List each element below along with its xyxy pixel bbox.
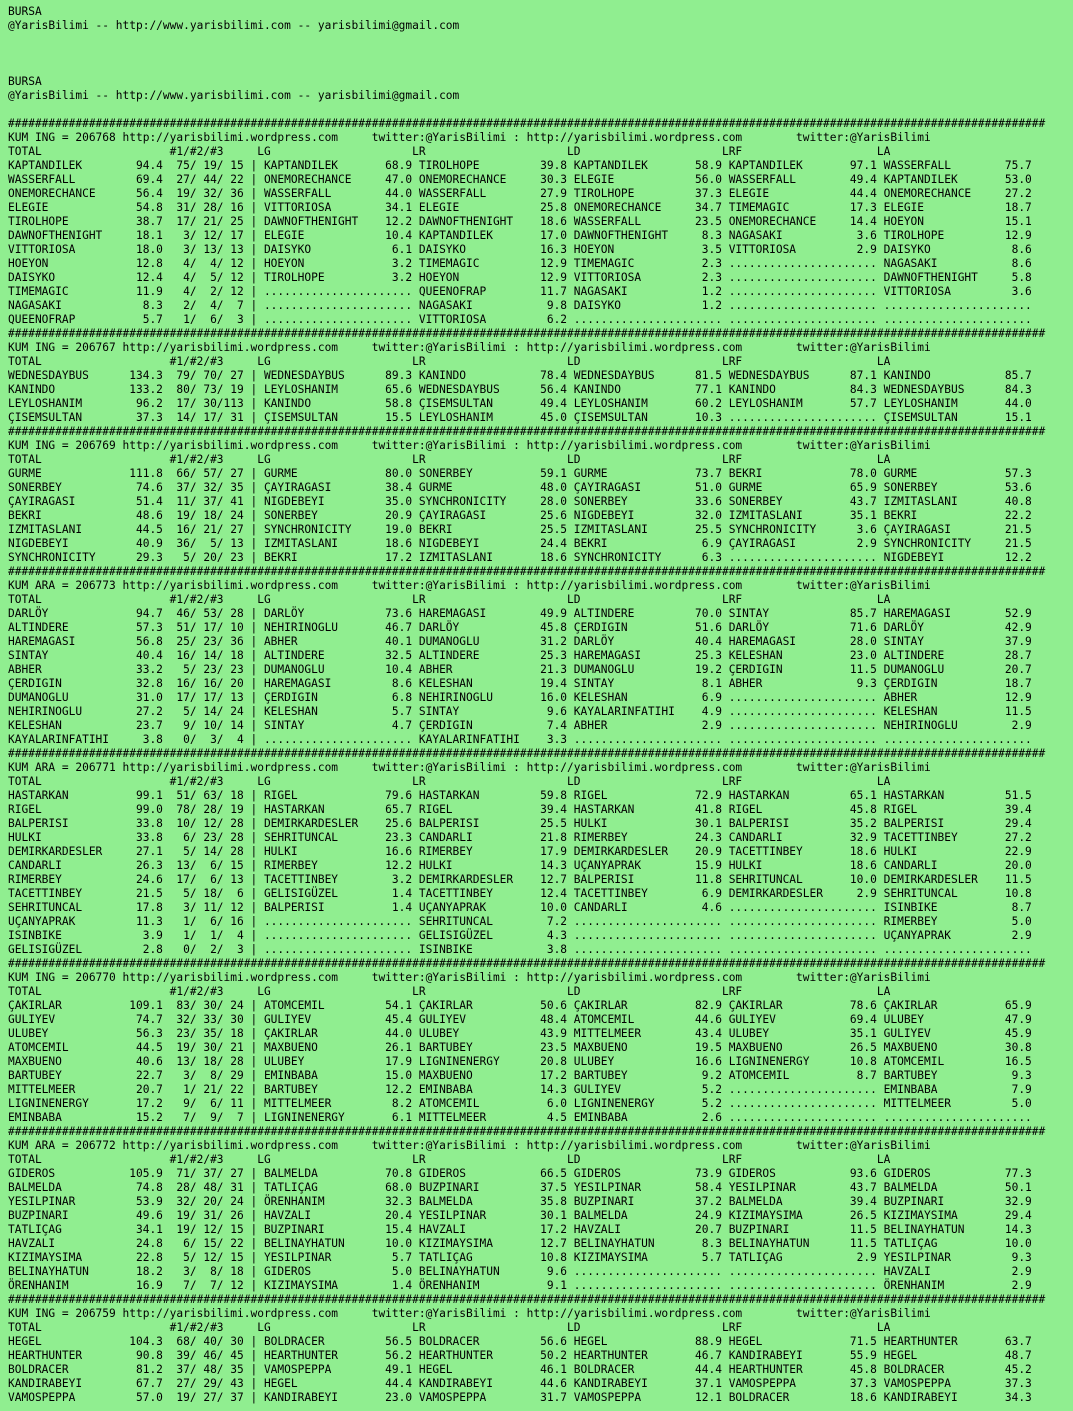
text-line: CANDARLI 26.3 13/ 6/ 15 | RIMERBEY 12.2 HULKI 14.3 UÇANYAPRAK 15.9 HULKI 18.6 CANDARLI 20.0 — [8, 859, 1032, 872]
text-line: BURSA — [8, 75, 42, 88]
text-line — [8, 47, 1073, 61]
text-line: ONEMORECHANCE 56.4 19/ 32/ 36 | WASSERFALL 44.0 WASSERFALL 27.9 TIROLHOPE 37.3 ELEGIE 44.4 ONEMORECHANCE 27.2 — [8, 187, 1032, 200]
text-line: TATLIÇAG 34.1 19/ 12/ 15 | BUZPINARI 15.4 HAVZALI 17.2 HAVZALI 20.7 BUZPINARI 11.5 BELINAYHATUN 14.3 — [8, 1223, 1032, 1236]
text-line: SONERBEY 74.6 37/ 32/ 35 | ÇAYIRAGASI 38.4 GURME 48.0 ÇAYIRAGASI 51.0 GURME 65.9 SONERBEY 53.6 — [8, 481, 1032, 494]
text-line: ########################################################################################################################################################## — [8, 957, 1046, 970]
text-line: GULIYEV 74.7 32/ 33/ 30 | GULIYEV 45.4 GULIYEV 48.4 ATOMCEMIL 44.6 GULIYEV 69.4 ULUBEY 47.9 — [8, 1013, 1032, 1026]
text-line: ########################################################################################################################################################## — [8, 1293, 1046, 1306]
text-line: ########################################################################################################################################################## — [8, 747, 1046, 760]
text-line: SYNCHRONICITY 29.3 5/ 20/ 23 | BEKRI 17.2 IZMITASLANI 18.6 SYNCHRONICITY 6.3 ...................... NIGDEBEYI 12.2 — [8, 551, 1032, 564]
text-line: ÇAKIRLAR 109.1 83/ 30/ 24 | ATOMCEMIL 54.1 ÇAKIRLAR 50.6 ÇAKIRLAR 82.9 ÇAKIRLAR 78.6 ÇAKIRLAR 65.9 — [8, 999, 1032, 1012]
text-line: TOTAL #1/#2/#3 LG LR LD LRF LA — [8, 593, 891, 606]
text-line: KANINDO 133.2 80/ 73/ 19 | LEYLOSHANIM 65.6 WEDNESDAYBUS 56.4 KANINDO 77.1 KANINDO 84.3 WEDNESDAYBUS 84.3 — [8, 383, 1032, 396]
text-line: HULKI 33.8 6/ 23/ 28 | SEHRITUNCAL 23.3 CANDARLI 21.8 RIMERBEY 24.3 CANDARLI 32.9 TACETTINBEY 27.2 — [8, 831, 1032, 844]
text-line: VITTORIOSA 18.0 3/ 13/ 13 | DAISYKO 6.1 DAISYKO 16.3 HOEYON 3.5 VITTORIOSA 2.9 DAISYKO 8.6 — [8, 243, 1032, 256]
text-line: TOTAL #1/#2/#3 LG LR LD LRF LA — [8, 985, 891, 998]
text-line: KELESHAN 23.7 9/ 10/ 14 | SINTAY 4.7 ÇERDIGIN 7.4 ABHER 2.9 ...................... NEHIRINOGLU 2.9 — [8, 719, 1032, 732]
text-line: BELINAYHATUN 18.2 3/ 8/ 18 | GIDEROS 5.0 BELINAYHATUN 9.6 ...................... ...................... HAVZALI 2.9 — [8, 1265, 1032, 1278]
text-line: MAXBUENO 40.6 13/ 18/ 28 | ULUBEY 17.9 LIGNINENERGY 20.8 ULUBEY 16.6 LIGNINENERGY 10.8 ATOMCEMIL 16.5 — [8, 1055, 1032, 1068]
text-line: HEARTHUNTER 90.8 39/ 46/ 45 | HEARTHUNTER 56.2 HEARTHUNTER 50.2 HEARTHUNTER 46.7 KANDIRABEYI 55.9 HEGEL 48.7 — [8, 1349, 1032, 1362]
text-line: ÇERDIGIN 32.8 16/ 16/ 20 | HAREMAGASI 8.6 KELESHAN 19.4 SINTAY 8.1 ABHER 9.3 ÇERDIGIN 18.7 — [8, 677, 1032, 690]
text-line: BUZPINARI 49.6 19/ 31/ 26 | HAVZALI 20.4 YESILPINAR 30.1 BALMELDA 24.9 KIZIMAYSIMA 26.5 KIZIMAYSIMA 29.4 — [8, 1209, 1032, 1222]
text-line: YESILPINAR 53.9 32/ 20/ 24 | ÖRENHANIM 32.3 BALMELDA 35.8 BUZPINARI 37.2 BALMELDA 39.4 BUZPINARI 32.9 — [8, 1195, 1032, 1208]
text-line: KUM ING = 206759 http://yarisbilimi.wordpress.com twitter:@YarisBilimi : http://yarisbilimi.wordpress.com twitter:@YarisBilimi — [8, 1307, 931, 1320]
text-line: KUM ARA = 206772 http://yarisbilimi.wordpress.com twitter:@YarisBilimi : http://yarisbilimi.wordpress.com twitter:@YarisBilimi — [8, 1139, 931, 1152]
text-line: BEKRI 48.6 19/ 18/ 24 | SONERBEY 20.9 ÇAYIRAGASI 25.6 NIGDEBEYI 32.0 IZMITASLANI 35.1 BEKRI 22.2 — [8, 509, 1032, 522]
text-line: LIGNINENERGY 17.2 9/ 6/ 11 | MITTELMEER 8.2 ATOMCEMIL 6.0 LIGNINENERGY 5.2 ...................... MITTELMEER 5.0 — [8, 1097, 1032, 1110]
text-line: MITTELMEER 20.7 1/ 21/ 22 | BARTUBEY 12.2 EMINBABA 14.3 GULIYEV 5.2 ...................... EMINBABA 7.9 — [8, 1083, 1032, 1096]
text-line: VAMOSPEPPA 57.0 19/ 27/ 37 | KANDIRABEYI 23.0 VAMOSPEPPA 31.7 VAMOSPEPPA 12.1 BOLDRACER 18.6 KANDIRABEYI 34.3 — [8, 1391, 1032, 1404]
text-line: ########################################################################################################################################################## — [8, 1125, 1046, 1138]
text-line: KUM ING = 206770 http://yarisbilimi.wordpress.com twitter:@YarisBilimi : http://yarisbilimi.wordpress.com twitter:@YarisBilimi — [8, 971, 931, 984]
text-line: @YarisBilimi -- http://www.yarisbilimi.com -- yarisbilimi@gmail.com — [8, 89, 460, 102]
text-line: KAPTANDILEK 94.4 75/ 19/ 15 | KAPTANDILEK 68.9 TIROLHOPE 39.8 KAPTANDILEK 58.9 KAPTANDILEK 97.1 WASSERFALL 75.7 — [8, 159, 1032, 172]
text-line: BURSA — [8, 5, 42, 18]
text-line: LEYLOSHANIM 96.2 17/ 30/113 | KANINDO 58.8 ÇISEMSULTAN 49.4 LEYLOSHANIM 60.2 LEYLOSHANIM 57.7 LEYLOSHANIM 44.0 — [8, 397, 1032, 410]
text-line: ATOMCEMIL 44.5 19/ 30/ 21 | MAXBUENO 26.1 BARTUBEY 23.5 MAXBUENO 19.5 MAXBUENO 26.5 MAXBUENO 30.8 — [8, 1041, 1032, 1054]
text-line: KUM ING = 206768 http://yarisbilimi.wordpress.com twitter:@YarisBilimi : http://yarisbilimi.wordpress.com twitter:@YarisBilimi — [8, 131, 931, 144]
text-line: SINTAY 40.4 16/ 14/ 18 | ALTINDERE 32.5 ALTINDERE 25.3 HAREMAGASI 25.3 KELESHAN 23.0 ALTINDERE 28.7 — [8, 649, 1032, 662]
text-line: ABHER 33.2 5/ 23/ 23 | DUMANOGLU 10.4 ABHER 21.3 DUMANOGLU 19.2 ÇERDIGIN 11.5 DUMANOGLU 20.7 — [8, 663, 1032, 676]
text-line: RIGEL 99.0 78/ 28/ 19 | HASTARKAN 65.7 RIGEL 39.4 HASTARKAN 41.8 RIGEL 45.8 RIGEL 39.4 — [8, 803, 1032, 816]
text-line: @YarisBilimi -- http://www.yarisbilimi.com -- yarisbilimi@gmail.com — [8, 19, 460, 32]
text-line: TOTAL #1/#2/#3 LG LR LD LRF LA — [8, 775, 891, 788]
text-line: KUM ING = 206767 http://yarisbilimi.wordpress.com twitter:@YarisBilimi : http://yarisbilimi.wordpress.com twitter:@YarisBilimi — [8, 341, 931, 354]
text-line: ALTINDERE 57.3 51/ 17/ 10 | NEHIRINOGLU 46.7 DARLÖY 45.8 ÇERDIGIN 51.6 DARLÖY 71.6 DARLÖY 42.9 — [8, 621, 1032, 634]
text-line: TOTAL #1/#2/#3 LG LR LD LRF LA — [8, 1153, 891, 1166]
text-line: NIGDEBEYI 40.9 36/ 5/ 13 | IZMITASLANI 18.6 NIGDEBEYI 24.4 BEKRI 6.9 ÇAYIRAGASI 2.9 SYNCHRONICITY 21.5 — [8, 537, 1032, 550]
text-line: TOTAL #1/#2/#3 LG LR LD LRF LA — [8, 355, 891, 368]
text-line: KUM ING = 206769 http://yarisbilimi.wordpress.com twitter:@YarisBilimi : http://yarisbilimi.wordpress.com twitter:@YarisBilimi — [8, 439, 931, 452]
text-line: GIDEROS 105.9 71/ 37/ 27 | BALMELDA 70.8 GIDEROS 66.5 GIDEROS 73.9 GIDEROS 93.6 GIDEROS 77.3 — [8, 1167, 1032, 1180]
text-line: GURME 111.8 66/ 57/ 27 | GURME 80.0 SONERBEY 59.1 GURME 73.7 BEKRI 78.0 GURME 57.3 — [8, 467, 1032, 480]
text-line: ÇAYIRAGASI 51.4 11/ 37/ 41 | NIGDEBEYI 35.0 SYNCHRONICITY 28.0 SONERBEY 33.6 SONERBEY 43.7 IZMITASLANI 40.8 — [8, 495, 1032, 508]
text-line: KUM ARA = 206773 http://yarisbilimi.wordpress.com twitter:@YarisBilimi : http://yarisbilimi.wordpress.com twitter:@YarisBilimi — [8, 579, 931, 592]
text-line: ÖRENHANIM 16.9 7/ 7/ 12 | KIZIMAYSIMA 1.4 ÖRENHANIM 9.1 ...................... ...................... ÖRENHANIM 2.9 — [8, 1279, 1032, 1292]
text-line: KANDIRABEYI 67.7 27/ 29/ 43 | HEGEL 44.4 KANDIRABEYI 44.6 KANDIRABEYI 37.1 VAMOSPEPPA 37.3 VAMOSPEPPA 37.3 — [8, 1377, 1032, 1390]
text-line: TIMEMAGIC 11.9 4/ 2/ 12 | ...................... QUEENOFRAP 11.7 NAGASAKI 1.2 ...................... VITTORIOSA 3.6 — [8, 285, 1032, 298]
text-line: TOTAL #1/#2/#3 LG LR LD LRF LA — [8, 145, 891, 158]
text-line — [8, 61, 1073, 75]
text-line: EMINBABA 15.2 7/ 9/ 7 | LIGNINENERGY 6.1 MITTELMEER 4.5 EMINBABA 2.6 ...................... ...................... — [8, 1111, 1032, 1124]
text-line: BALMELDA 74.8 28/ 48/ 31 | TATLIÇAG 68.0 BUZPINARI 37.5 YESILPINAR 58.4 YESILPINAR 43.7 BALMELDA 50.1 — [8, 1181, 1032, 1194]
text-line: ELEGIE 54.8 31/ 28/ 16 | VITTORIOSA 34.1 ELEGIE 25.8 ONEMORECHANCE 34.7 TIMEMAGIC 17.3 ELEGIE 18.7 — [8, 201, 1032, 214]
text-line: ISINBIKE 3.9 1/ 1/ 4 | ...................... GELISIGÜZEL 4.3 ...................... ...................... UÇANYAPRAK 2.9 — [8, 929, 1032, 942]
text-line: HAREMAGASI 56.8 25/ 23/ 36 | ABHER 40.1 DUMANOGLU 31.2 DARLÖY 40.4 HAREMAGASI 28.0 SINTAY 37.9 — [8, 635, 1032, 648]
text-line: DAWNOFTHENIGHT 18.1 3/ 12/ 17 | ELEGIE 10.4 KAPTANDILEK 17.0 DAWNOFTHENIGHT 8.3 NAGASAKI 3.6 TIROLHOPE 12.9 — [8, 229, 1032, 242]
text-line: ÇISEMSULTAN 37.3 14/ 17/ 31 | ÇISEMSULTAN 15.5 LEYLOSHANIM 45.0 ÇISEMSULTAN 10.3 ...................... ÇISEMSULTAN 15.1 — [8, 411, 1032, 424]
text-line: ########################################################################################################################################################## — [8, 565, 1046, 578]
text-line: HASTARKAN 99.1 51/ 63/ 18 | RIGEL 79.6 HASTARKAN 59.8 RIGEL 72.9 HASTARKAN 65.1 HASTARKAN 51.5 — [8, 789, 1032, 802]
text-line: DEMIRKARDESLER 27.1 5/ 14/ 28 | HULKI 16.6 RIMERBEY 17.9 DEMIRKARDESLER 20.9 TACETTINBEY 18.6 HULKI 22.9 — [8, 845, 1032, 858]
text-line: NAGASAKI 8.3 2/ 4/ 7 | ...................... NAGASAKI 9.8 DAISYKO 1.2 ...................... ...................... — [8, 299, 1032, 312]
text-line: HEGEL 104.3 68/ 40/ 30 | BOLDRACER 56.5 BOLDRACER 56.6 HEGEL 88.9 HEGEL 71.5 HEARTHUNTER 63.7 — [8, 1335, 1032, 1348]
text-line: BARTUBEY 22.7 3/ 8/ 29 | EMINBABA 15.0 MAXBUENO 17.2 BARTUBEY 9.2 ATOMCEMIL 8.7 BARTUBEY 9.3 — [8, 1069, 1032, 1082]
text-line: ########################################################################################################################################################## — [8, 117, 1046, 130]
text-line: WEDNESDAYBUS 134.3 79/ 70/ 27 | WEDNESDAYBUS 89.3 KANINDO 78.4 WEDNESDAYBUS 81.5 WEDNESDAYBUS 87.1 KANINDO 85.7 — [8, 369, 1032, 382]
text-line: BALPERISI 33.8 10/ 12/ 28 | DEMIRKARDESLER 25.6 BALPERISI 25.5 HULKI 30.1 BALPERISI 35.2 BALPERISI 29.4 — [8, 817, 1032, 830]
text-line: QUEENOFRAP 5.7 1/ 6/ 3 | ...................... VITTORIOSA 6.2 ...................... ...................... ...................... — [8, 313, 1032, 326]
text-line: KUM ARA = 206771 http://yarisbilimi.wordpress.com twitter:@YarisBilimi : http://yarisbilimi.wordpress.com twitter:@YarisBilimi — [8, 761, 931, 774]
text-line: UÇANYAPRAK 11.3 1/ 6/ 16 | ...................... SEHRITUNCAL 7.2 ...................... ...................... RIMERBEY 5.0 — [8, 915, 1032, 928]
text-line: DARLÖY 94.7 46/ 53/ 28 | DARLÖY 73.6 HAREMAGASI 49.9 ALTINDERE 70.0 SINTAY 85.7 HAREMAGASI 52.9 — [8, 607, 1032, 620]
text-line: TOTAL #1/#2/#3 LG LR LD LRF LA — [8, 453, 891, 466]
text-line: GELISIGÜZEL 2.8 0/ 2/ 3 | ...................... ISINBIKE 3.8 ...................... ...................... ...................... — [8, 943, 1032, 956]
text-line: HAVZALI 24.8 6/ 15/ 22 | BELINAYHATUN 10.0 KIZIMAYSIMA 12.7 BELINAYHATUN 8.3 BELINAYHATUN 11.5 TATLIÇAG 10.0 — [8, 1237, 1032, 1250]
text-line: ########################################################################################################################################################## — [8, 327, 1046, 340]
text-line: SEHRITUNCAL 17.8 3/ 11/ 12 | BALPERISI 1.4 UÇANYAPRAK 10.0 CANDARLI 4.6 ...................... ISINBIKE 8.7 — [8, 901, 1032, 914]
text-line — [8, 33, 1073, 47]
text-line: IZMITASLANI 44.5 16/ 21/ 27 | SYNCHRONICITY 19.0 BEKRI 25.5 IZMITASLANI 25.5 SYNCHRONICITY 3.6 ÇAYIRAGASI 21.5 — [8, 523, 1032, 536]
text-line: TIROLHOPE 38.7 17/ 21/ 25 | DAWNOFTHENIGHT 12.2 DAWNOFTHENIGHT 18.6 WASSERFALL 23.5 ONEMORECHANCE 14.4 HOEYON 15.1 — [8, 215, 1032, 228]
text-line: DAISYKO 12.4 4/ 5/ 12 | TIROLHOPE 3.2 HOEYON 12.9 VITTORIOSA 2.3 ...................... DAWNOFTHENIGHT 5.8 — [8, 271, 1032, 284]
text-line: TACETTINBEY 21.5 5/ 18/ 6 | GELISIGÜZEL 1.4 TACETTINBEY 12.4 TACETTINBEY 6.9 DEMIRKARDESLER 2.9 SEHRITUNCAL 10.8 — [8, 887, 1032, 900]
text-line: KIZIMAYSIMA 22.8 5/ 12/ 15 | YESILPINAR 5.7 TATLIÇAG 10.8 KIZIMAYSIMA 5.7 TATLIÇAG 2.9 YESILPINAR 9.3 — [8, 1251, 1032, 1264]
text-line: WASSERFALL 69.4 27/ 44/ 22 | ONEMORECHANCE 47.0 ONEMORECHANCE 30.3 ELEGIE 56.0 WASSERFALL 49.4 KAPTANDILEK 53.0 — [8, 173, 1032, 186]
text-line: ULUBEY 56.3 23/ 35/ 18 | ÇAKIRLAR 44.0 ULUBEY 43.9 MITTELMEER 43.4 ULUBEY 35.1 GULIYEV 45.9 — [8, 1027, 1032, 1040]
text-line: ########################################################################################################################################################## — [8, 425, 1046, 438]
text-line — [8, 103, 1073, 117]
text-line: RIMERBEY 24.6 17/ 6/ 13 | TACETTINBEY 3.2 DEMIRKARDESLER 12.7 BALPERISI 11.8 SEHRITUNCAL 10.0 DEMIRKARDESLER 11.5 — [8, 873, 1032, 886]
text-line: NEHIRINOGLU 27.2 5/ 14/ 24 | KELESHAN 5.7 SINTAY 9.6 KAYALARINFATIHI 4.9 ...................... KELESHAN 11.5 — [8, 705, 1032, 718]
text-line: DUMANOGLU 31.0 17/ 17/ 13 | ÇERDIGIN 6.8 NEHIRINOGLU 16.0 KELESHAN 6.9 ...................... ABHER 12.9 — [8, 691, 1032, 704]
text-line: KAYALARINFATIHI 3.8 0/ 3/ 4 | ...................... KAYALARINFATIHI 3.3 ...................... ...................... ...................... — [8, 733, 1032, 746]
text-line: BOLDRACER 81.2 37/ 48/ 35 | VAMOSPEPPA 49.1 HEGEL 46.1 BOLDRACER 44.4 HEARTHUNTER 45.8 BOLDRACER 45.2 — [8, 1363, 1032, 1376]
text-line: HOEYON 12.8 4/ 4/ 12 | HOEYON 3.2 TIMEMAGIC 12.9 TIMEMAGIC 2.3 ...................... NAGASAKI 8.6 — [8, 257, 1032, 270]
text-line: TOTAL #1/#2/#3 LG LR LD LRF LA — [8, 1321, 891, 1334]
